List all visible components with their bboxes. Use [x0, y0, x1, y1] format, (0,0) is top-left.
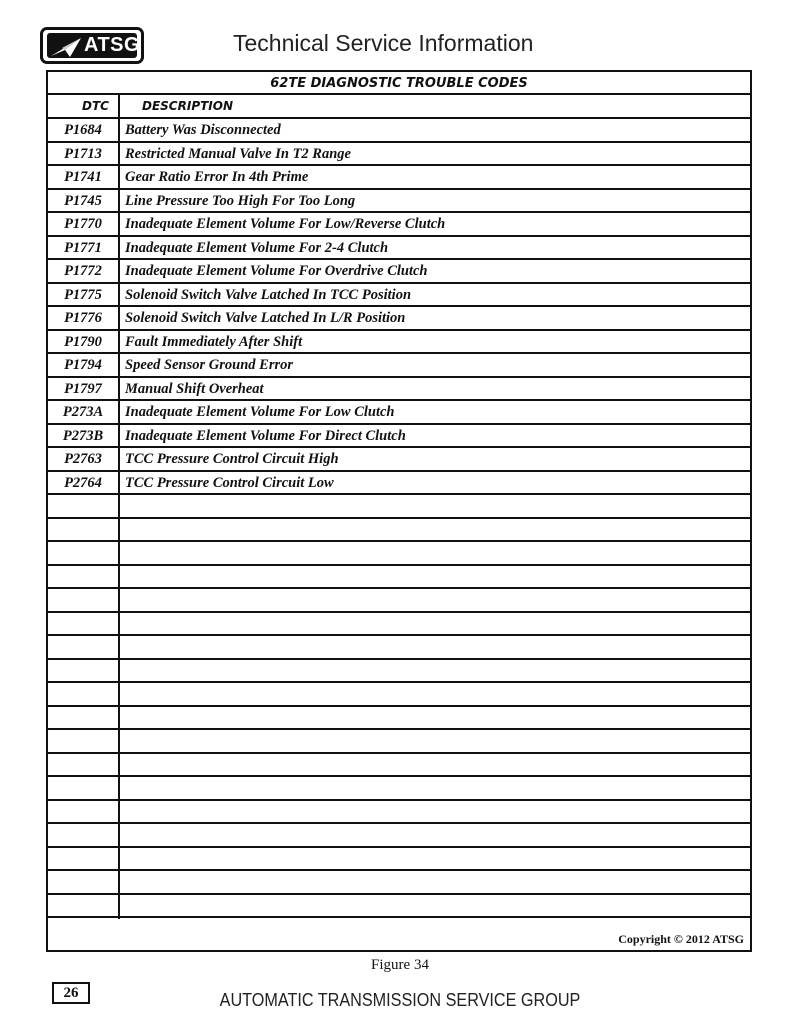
dtc-code: P1745 [64, 192, 102, 209]
table-row [48, 119, 750, 143]
table-row [48, 636, 750, 660]
table-row [48, 331, 750, 355]
table-row [48, 613, 750, 637]
table-row [48, 260, 750, 284]
table-row [48, 660, 750, 684]
table-row [48, 519, 750, 543]
dtc-description: TCC Pressure Control Circuit Low [125, 474, 334, 491]
dtc-description: Line Pressure Too High For Too Long [125, 192, 356, 209]
table-row [48, 284, 750, 308]
dtc-description: Solenoid Switch Valve Latched In TCC Position [125, 286, 412, 303]
copyright-notice: Copyright © 2012 ATSG [618, 932, 744, 946]
dtc-description: Gear Ratio Error In 4th Prime [125, 169, 309, 185]
table-header-row [48, 95, 750, 119]
table-row [48, 213, 750, 237]
dtc-code: P1772 [64, 263, 102, 279]
page-number: 26 [52, 982, 90, 1004]
table-row [48, 683, 750, 707]
table-row [48, 307, 750, 331]
dtc-table [46, 70, 752, 952]
table-row [48, 801, 750, 825]
table-title: 62TE DIAGNOSTIC TROUBLE CODES [48, 72, 750, 95]
dtc-description: Inadequate Element Volume For Overdrive Clutch [125, 263, 428, 279]
table-row [48, 448, 750, 472]
dtc-description: TCC Pressure Control Circuit High [125, 451, 339, 467]
dtc-description: Restricted Manual Valve In T2 Range [125, 145, 351, 162]
dtc-code: P1775 [64, 286, 102, 303]
table-row [48, 589, 750, 613]
table-row [48, 472, 750, 496]
dtc-description: Battery Was Disconnected [125, 122, 281, 138]
table-row [48, 190, 750, 214]
dtc-code: P1797 [64, 380, 102, 397]
dtc-code: P273A [62, 404, 104, 420]
table-row [48, 566, 750, 590]
dtc-code: P1741 [64, 169, 102, 185]
table-row [48, 354, 750, 378]
dtc-code: P273B [62, 427, 104, 444]
atsg-logo [40, 27, 144, 64]
page-title: Technical Service Information [233, 30, 534, 56]
dtc-code: P1790 [64, 333, 102, 350]
dtc-description: Manual Shift Overheat [125, 380, 264, 397]
logo-text: ATSG [84, 34, 141, 56]
dtc-description: Inadequate Element Volume For Direct Clutch [125, 427, 406, 444]
table-row [48, 542, 750, 566]
column-header-dtc: DTC [82, 99, 109, 113]
airplane-icon [50, 36, 82, 58]
table-row [48, 895, 750, 919]
table-row [48, 824, 750, 848]
column-header-description: DESCRIPTION [142, 99, 234, 113]
table-row [48, 425, 750, 449]
dtc-code: P1794 [64, 357, 102, 373]
dtc-code: P1776 [64, 310, 102, 326]
footer-text: AUTOMATIC TRANSMISSION SERVICE GROUP [219, 990, 581, 1010]
dtc-code: P1771 [64, 239, 102, 256]
dtc-description: Speed Sensor Ground Error [125, 357, 294, 373]
dtc-description: Inadequate Element Volume For Low/Reverse Clutch [125, 216, 446, 232]
table-row [48, 166, 750, 190]
table-row [48, 777, 750, 801]
dtc-code: P2763 [64, 451, 102, 467]
dtc-code: P1770 [64, 216, 102, 232]
table-row [48, 730, 750, 754]
dtc-code: P2764 [64, 474, 102, 491]
dtc-description: Inadequate Element Volume For Low Clutch [125, 404, 395, 420]
dtc-code: P1684 [64, 122, 102, 138]
dtc-description: Fault Immediately After Shift [125, 333, 303, 350]
dtc-description: Inadequate Element Volume For 2-4 Clutch [125, 239, 389, 256]
table-row [48, 871, 750, 895]
table-row [48, 401, 750, 425]
dtc-code: P1713 [64, 145, 102, 162]
dtc-description: Solenoid Switch Valve Latched In L/R Position [125, 310, 406, 326]
table-row [48, 378, 750, 402]
figure-caption: Figure 34 [371, 957, 429, 973]
table-row [48, 848, 750, 872]
table-row [48, 495, 750, 519]
table-row [48, 707, 750, 731]
table-row [48, 754, 750, 778]
table-row [48, 237, 750, 261]
table-row [48, 143, 750, 167]
